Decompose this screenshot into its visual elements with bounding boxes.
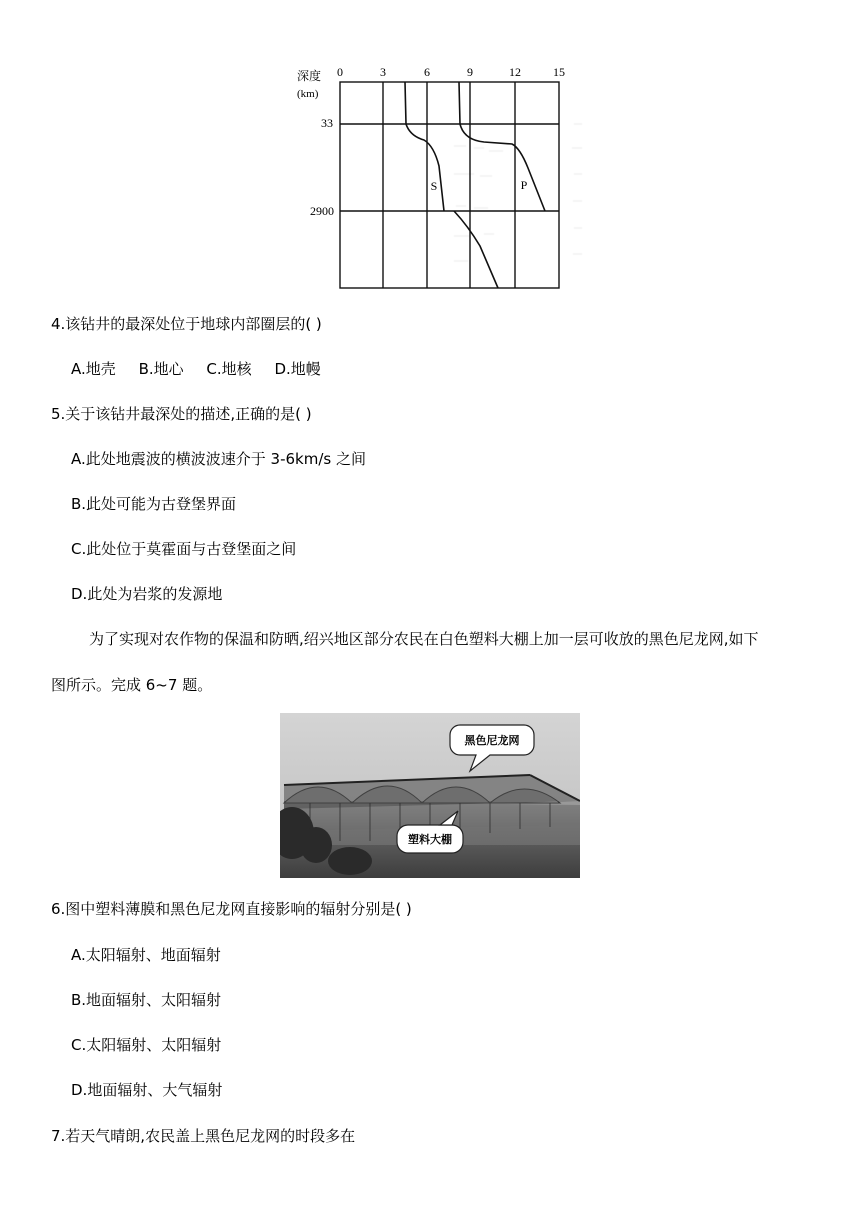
q4-option-d[interactable]: D.地幔 — [274, 360, 321, 378]
y-tick-2900: 2900 — [310, 204, 334, 218]
q5-option-b[interactable]: B.此处可能为古登堡界面 — [71, 495, 237, 513]
net-label: 黑色尼龙网 — [464, 734, 520, 747]
x-tick-3: 3 — [380, 65, 386, 79]
question-4-options — [71, 359, 339, 379]
x-tick-15: 15 — [553, 65, 565, 79]
q6-option-c[interactable]: C.太阳辐射、太阳辐射 — [71, 1036, 222, 1054]
scan-texture — [454, 124, 582, 261]
intro-line-2: 图所示。完成 6~7 题。 — [51, 676, 213, 694]
q5-option-c[interactable]: C.此处位于莫霍面与古登堡面之间 — [71, 540, 297, 558]
question-7: 7.若天气晴朗,农民盖上黑色尼龙网的时段多在 — [51, 1127, 356, 1145]
intro-line-1: 为了实现对农作物的保温和防晒,绍兴地区部分农民在白色塑料大棚上加一层可收放的黑色尼龙网,如下 — [89, 630, 759, 648]
x-tick-0: 0 — [337, 65, 343, 79]
greenhouse-photo — [280, 713, 580, 878]
question-5: 5.关于该钻井最深处的描述,正确的是( ) — [51, 405, 312, 423]
p-wave-curve-lower — [454, 211, 498, 288]
x-tick-9: 9 — [467, 65, 473, 79]
q6-option-d[interactable]: D.地面辐射、大气辐射 — [71, 1081, 223, 1099]
q4-option-c[interactable]: C.地核 — [206, 360, 252, 378]
question-6: 6.图中塑料薄膜和黑色尼龙网直接影响的辐射分别是( ) — [51, 900, 412, 918]
x-tick-6: 6 — [424, 65, 430, 79]
depth-axis-label: 深度 — [297, 69, 322, 83]
q4-option-b[interactable]: B.地心 — [138, 360, 184, 378]
question-4: 4.该钻井的最深处位于地球内部圈层的( ) — [51, 315, 322, 333]
q5-option-d[interactable]: D.此处为岩浆的发源地 — [71, 585, 223, 603]
q4-option-a[interactable]: A.地壳 — [71, 360, 116, 378]
p-wave-curve — [459, 82, 545, 211]
greenhouse-label: 塑料大棚 — [408, 833, 452, 846]
q6-option-a[interactable]: A.太阳辐射、地面辐射 — [71, 946, 221, 964]
y-tick-33: 33 — [321, 116, 333, 130]
x-tick-12: 12 — [509, 65, 521, 79]
s-wave-curve — [405, 82, 444, 211]
seismic-wave-figure — [284, 56, 584, 298]
s-curve-label: S — [430, 179, 438, 193]
p-curve-label: P — [520, 178, 528, 192]
q5-option-a[interactable]: A.此处地震波的横波波速介于 3-6km/s 之间 — [71, 450, 366, 468]
depth-unit-label: (km) — [297, 88, 319, 100]
q6-option-b[interactable]: B.地面辐射、太阳辐射 — [71, 991, 222, 1009]
